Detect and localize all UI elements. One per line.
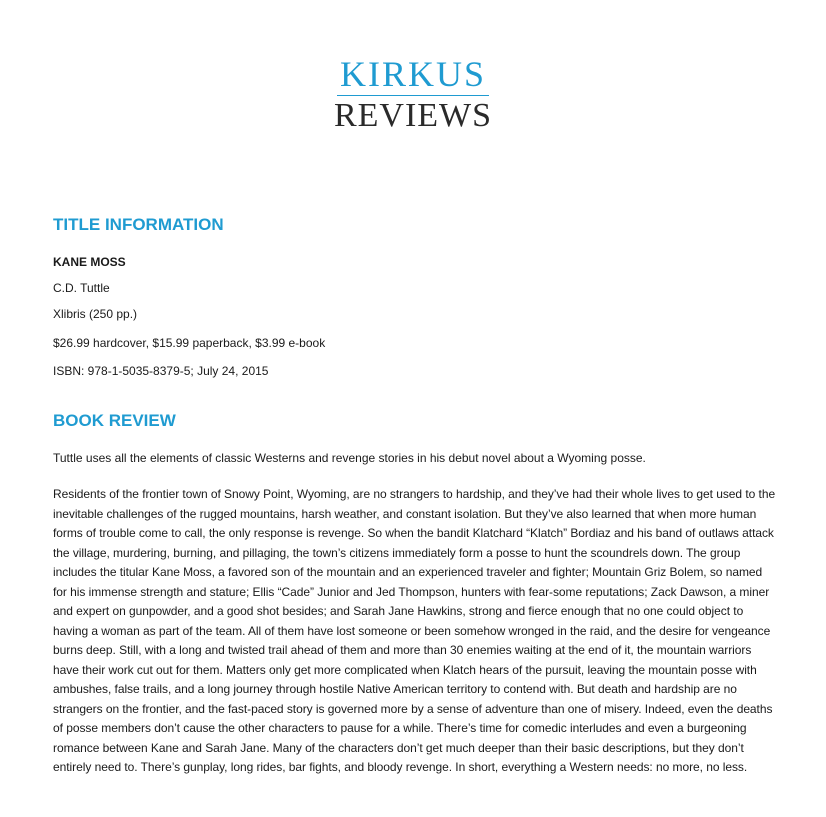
logo-kirkus-text: KIRKUS [339, 54, 486, 94]
book-isbn: ISBN: 978-1-5035-8379-5; July 24, 2015 [53, 364, 269, 378]
book-title: KANE MOSS [53, 255, 126, 269]
book-price: $26.99 hardcover, $15.99 paperback, $3.99 e-book [53, 336, 326, 350]
book-author: C.D. Tuttle [53, 281, 110, 295]
logo-divider [337, 95, 489, 96]
title-information-heading: TITLE INFORMATION [53, 215, 224, 234]
book-review-heading: BOOK REVIEW [53, 411, 176, 430]
kirkus-reviews-logo [0, 56, 826, 133]
logo-reviews-text: REVIEWS [333, 97, 493, 134]
review-body: Residents of the frontier town of Snowy Point, Wyoming, are no strangers to hardship, and they’ve had their whole lives to get used to the inevitable challenges of the rugged mountains, harsh weather, and constant isolation. But they’ve also learned that when more human forms of trouble come to call, the only response is revenge. So when the bandit Klatchard “Klatch” Bordiaz and his band of outlaws attack the village, murdering, burning, and pillaging, the town’s citizens immediately form a posse to hunt the scoundrels down. The group includes the titular Kane Moss, a favored son of the mountain and an experienced traveler and fighter; Mountain Griz Bolem, so named for his immense strength and stature; Ellis “Cade” Junior and Jed Thompson, hunters with fear-some reputations; Zack Dawson, a miner and expert on gunpowder, and a good shot besides; and Sarah Jane Hawkins, strong and fierce enough that no one could object to having a woman as part of the team. All of them have lost someone or been somehow wronged in the raid, and the desire for vengeance burns deep. Still, with a long and twisted trail ahead of them and more than 30 enemies waiting at the end of it, the mountain warriors have their work cut out for them. Matters only get more complicated when Klatch hears of the pursuit, leaving the mountain posse with ambushes, false trails, and a long journey through hostile Native American territory to contend with. But death and hardship are no strangers on the frontier, and the fast-paced story is governed more by a sense of adventure than one of misery. Indeed, even the deaths of posse members don’t cause the other characters to pause for a while. There’s time for comedic interludes and even a burgeoning romance between Kane and Sarah Jane. Many of the characters don’t get much deeper than their basic descriptions, but they don’t entirely need to. There’s gunplay, long rides, bar fights, and bloody revenge. In short, everything a Western needs: no more, no less. [53, 487, 776, 774]
book-publisher: Xlibris (250 pp.) [53, 307, 138, 321]
review-intro: Tuttle uses all the elements of classic Westerns and revenge stories in his debut novel about a Wyoming posse. [53, 451, 646, 465]
